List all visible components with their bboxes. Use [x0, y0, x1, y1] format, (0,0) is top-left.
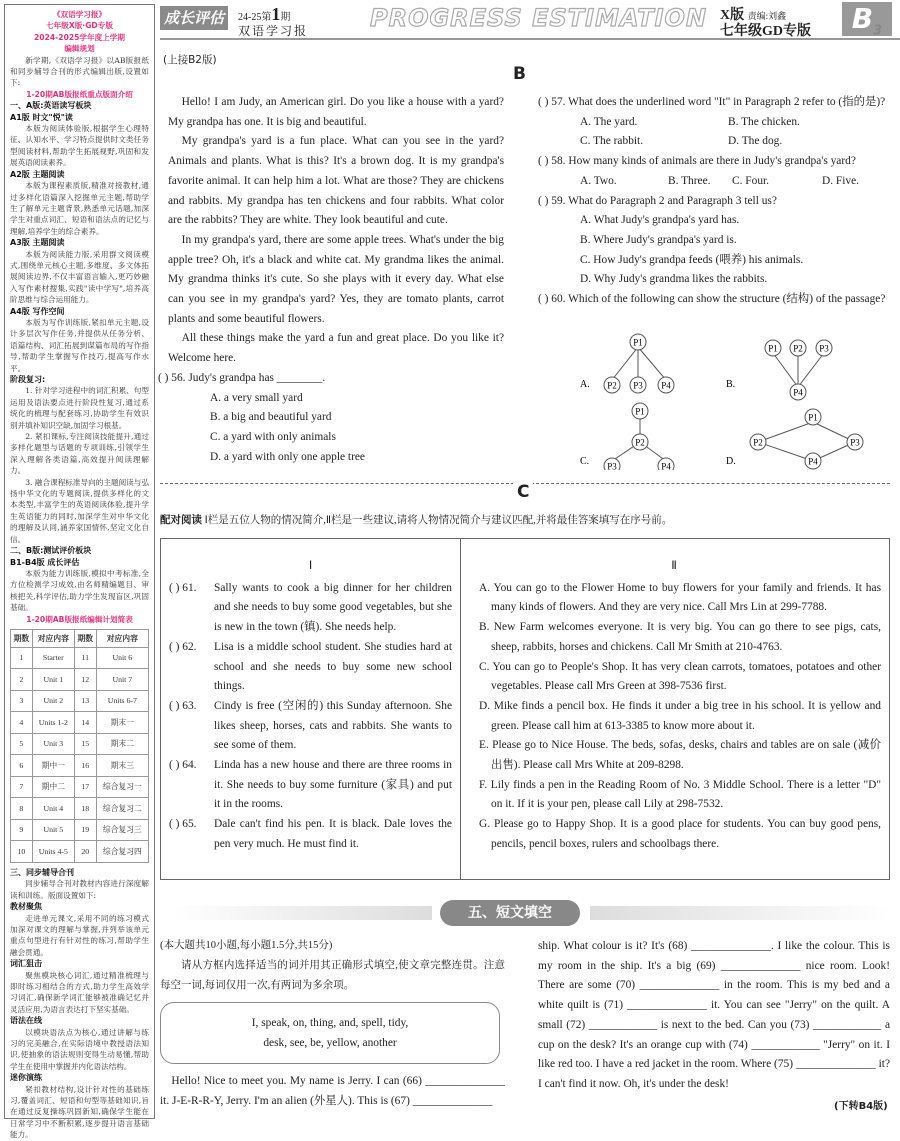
paragraph: My grandpa's yard is a fun place. What can you see in the yard? Animals and plants. What is this? It's a brown dog. It is my grandpa's favorite animal. It can help him a lot. What are those? They are chickens and rabbits. My grandpa has ten chickens and four rabbits. What color are the rabbits? They are white. They look beautiful and cute. — [168, 135, 504, 227]
advice-item: D. Mike finds a pencil box. He finds it under a big tree in his school. It is yellow and green. Please call him at 613-3385 to know more about it. — [479, 699, 881, 732]
page-badge — [842, 2, 892, 39]
section-text: 聚焦模块核心词汇,通过精准梳理与即时练习相结合的方式,助力学生高效学习词汇,确保新学词汇能够被准确记忆并灵活应用,为语言表达打下坚实基础。 — [10, 970, 149, 1014]
option[interactable]: D. Why Judy's grandma likes the rabbits. — [580, 273, 768, 286]
node-label: P1 — [633, 337, 643, 348]
table-header: 对应内容 — [96, 629, 148, 647]
column-header: Ⅰ — [308, 560, 313, 572]
matching-instruction — [160, 512, 672, 527]
option-d-label[interactable]: D. — [726, 456, 736, 467]
table-cell: Unit 2 — [32, 690, 74, 712]
section-text: 走进单元课文,采用不同的练习模式加深对课文的理解与掌握,并列举该单元重点句型进行有针对性的练习,帮助学生融会贯通。 — [10, 913, 149, 957]
option[interactable]: D. Five. — [822, 174, 860, 187]
title-line: 《双语学习报》 — [52, 10, 107, 19]
section-c-letter: C — [513, 482, 533, 502]
option[interactable]: A. Two. — [580, 174, 617, 187]
advice-item: G. Please go to Happy Shop. It is a good place for students. You can buy good pens, pencils, pencil boxes, rulers and schoolbags there. — [479, 818, 881, 850]
column-advice — [461, 539, 891, 879]
option-c-label[interactable]: C. — [580, 456, 590, 467]
issue-prefix: 24-25第 — [238, 12, 272, 23]
table-cell: 综合复习三 — [96, 819, 148, 841]
page-number: 3 — [873, 23, 883, 39]
banner-line-right — [590, 906, 890, 920]
option[interactable]: A. a very small yard — [210, 391, 303, 404]
node-label: P4 — [661, 461, 671, 470]
question-text: ( ) 57. What does the underlined word "It" in Paragraph 2 refer to (指的是)? — [538, 96, 886, 108]
table-cell: 2 — [11, 669, 33, 691]
section-heading: 二、B版:测试评价板块 — [10, 546, 92, 556]
node-label: P3 — [633, 380, 643, 391]
node-label: P4 — [808, 456, 818, 467]
person-item — [169, 697, 452, 756]
issue-suffix: 期 — [280, 12, 291, 23]
instruction-text: 请从方框内选择适当的词并用其正确形式填空,使文章完整连贯。注意每空一词,每词仅用一次,有两词为多余项。 — [160, 960, 505, 991]
matching-table — [160, 538, 890, 880]
node-label: P2 — [635, 437, 645, 448]
table-row — [11, 647, 149, 669]
table-row — [11, 755, 149, 777]
table-cell: 期中一 — [32, 755, 74, 777]
options-row — [538, 113, 890, 133]
table-cell: 10 — [11, 841, 33, 863]
section-b-letter: B — [513, 64, 526, 84]
table-cell: 期末一 — [96, 712, 148, 734]
table-row — [11, 798, 149, 820]
sidebar-intro: 新学期,《双语学习报》以AB版报纸和同步辅导合刊的形式编辑出版,设置如下: — [10, 55, 149, 88]
page-letter: B — [851, 2, 874, 35]
editor: 责编:刘鑫 — [747, 11, 787, 21]
answer-blank[interactable]: ( ) 63. — [169, 699, 197, 712]
column-logo: 成长评估 — [160, 6, 228, 30]
table-cell: 12 — [74, 669, 96, 691]
table-cell: 16 — [74, 755, 96, 777]
question-text: ( ) 58. How many kinds of animals are there in Judy's grandpa's yard? — [538, 155, 856, 168]
section-text: 2. 紧扣课标,专注阅读技能提升,通过多样化题型与话题的专项训练,引领学生深入理解各类语篇,高效提升阅读理解力。 — [10, 432, 149, 476]
section-heading: 教材聚焦 — [10, 902, 42, 912]
section-heading: A2版 主题阅读 — [10, 169, 65, 179]
option[interactable]: B. a big and beautiful yard — [210, 411, 332, 424]
table-cell: Unit 5 — [32, 819, 74, 841]
person-text: Linda has a new house and there are three rooms in it. She needs to buy some furniture (家具) and put it in the rooms. — [214, 759, 452, 811]
table-cell: 综合复习四 — [96, 841, 148, 863]
section-text: 以模块语法点为核心,通过讲解与练习的完美融合,在实际语境中教授语法知识,使抽象的语法规则变得生动易懂,帮助学生在使用中掌握并内化语法结构。 — [10, 1027, 149, 1071]
paragraph: All these things make the yard a fun and great place. Do you like it? Welcome here. — [168, 332, 504, 365]
section-text: 本版为课程素质版,精准对接教材,通过多样化语篇深入挖掘单元主题,帮助学生了解单元主题背景,熟悉单元话题,加深学生对重点词汇、短语和语法点的记忆与理解,培养学生的综合素养。 — [10, 181, 149, 236]
option-b-label[interactable]: B. — [726, 379, 736, 390]
question-text: ( ) 59. What do Paragraph 2 and Paragraph 3 tell us? — [538, 194, 777, 207]
option[interactable]: C. The rabbit. — [580, 135, 644, 148]
node-label: P1 — [808, 412, 818, 423]
table-cell: Unit 3 — [32, 733, 74, 755]
table-row — [11, 669, 149, 691]
table-cell: Units 4-5 — [32, 841, 74, 863]
person-item — [169, 579, 452, 638]
table-cell: 期中二 — [32, 776, 74, 798]
word-list: I, speak, on, thing, and, spell, tidy, — [251, 1017, 409, 1029]
person-item — [169, 756, 452, 815]
questions-b — [538, 93, 890, 310]
table-cell: 17 — [74, 776, 96, 798]
table-cell: Units 1-2 — [32, 712, 74, 734]
section-heading: A1版 时文"悦"读 — [10, 112, 73, 122]
advice-item: E. Please go to Nice House. The beds, sofas, desks, chairs and tables are on sale (减价出售). Please call Mrs White at 209-8298. — [479, 739, 881, 772]
section-heading: 语法在线 — [10, 1016, 42, 1026]
section-heading: 阶段复习: — [10, 375, 46, 384]
column-people — [161, 539, 461, 879]
structure-diagrams — [580, 325, 890, 470]
option-a-label[interactable]: A. — [580, 379, 590, 390]
section-heading: 一、A版:英语读写板块 — [10, 101, 92, 111]
person-text: Dale can't find his pen. It is black. Dale loves the pen very much. He must find it. — [214, 818, 452, 850]
section-heading: A3版 主题阅读 — [10, 238, 65, 248]
table-cell: 期末二 — [96, 733, 148, 755]
option[interactable]: A. The yard. — [580, 115, 638, 128]
option[interactable]: C. a yard with only animals — [210, 430, 336, 443]
option[interactable]: B. Where Judy's grandpa's yard is. — [580, 233, 737, 246]
table-row — [11, 712, 149, 734]
header-banner: PROGRESS ESTIMATION — [370, 4, 708, 32]
answer-blank[interactable]: ( ) 61. — [169, 581, 197, 594]
section-text: 3. 融合课程标准导向的主题阅读与弘扬中华文化的专题阅读,提供多样化的文本类型,丰富学生的英语阅读体验,提升学生英语能力的同时,加深学生对中华文化的理解及认同,涵养家国情怀,坚定文化自信。 — [10, 477, 149, 544]
node-label: P4 — [661, 380, 671, 391]
table-row — [11, 819, 149, 841]
continued-from: (上接B2版) — [163, 54, 217, 66]
table-cell: 18 — [74, 798, 96, 820]
option[interactable]: D. a yard with only one apple tree — [210, 450, 365, 463]
option[interactable]: D. The dog. — [728, 135, 783, 148]
answer-blank[interactable]: ( ) 62. — [169, 640, 197, 653]
node-label: P2 — [753, 437, 763, 448]
person-item — [169, 815, 452, 854]
grade: 七年级GD专版 — [720, 24, 811, 39]
table-cell: 6 — [11, 755, 33, 777]
instruction-text: Ⅰ栏是五位人物的情况简介,Ⅱ栏是一些建议,请将人物情况简介与建议匹配,并将最佳答案填写在序号前。 — [204, 515, 673, 526]
plan-table — [10, 629, 149, 863]
table-cell: 3 — [11, 690, 33, 712]
option[interactable]: C. How Judy's grandpa feeds (喂养) his animals. — [580, 253, 804, 266]
node-label: P2 — [793, 343, 803, 354]
table-cell: 期末三 — [96, 755, 148, 777]
person-text: Cindy is free (空闲的) this Sunday afternoon. She likes sheep, horses, cats and rabbits. She wants to see some of them. — [214, 699, 452, 752]
table-cell: 11 — [74, 647, 96, 669]
table-cell: 4 — [11, 712, 33, 734]
section-text: 1. 针对学习进程中的词汇积累、句型运用及语法要点进行阶段性复习,通过系统化的梳理与配套练习,协助学生有效识别并填补知识空缺,加固学习根基。 — [10, 386, 149, 430]
banner-line-left — [172, 906, 432, 920]
section-5-title: 五、短文填空 — [440, 900, 580, 926]
table-title: 1-20期AB版报纸编辑计划简表 — [26, 614, 133, 624]
section-heading: A4版 写作空间 — [10, 306, 65, 316]
table-cell: 8 — [11, 798, 33, 820]
section-text: 本版为阅读体验版,根据学生心理特征、认知水平、学习特点提供时文类任务型阅读材料,帮助学生拓展视野,巩固和发展英语阅读素养。 — [10, 124, 149, 168]
node-label: P1 — [635, 406, 645, 417]
continued-to: (下转B4版) — [834, 1101, 888, 1112]
table-cell: Unit 7 — [96, 669, 148, 691]
option[interactable]: B. Three. — [668, 174, 711, 187]
table-cell: 1 — [11, 647, 33, 669]
node-label: P3 — [850, 437, 860, 448]
table-row — [11, 733, 149, 755]
advice-item: F. Lily finds a pen in the Reading Room of No. 3 Middle School. There is a letter "D" on it. If it is your pen, please call Lily at 298-7532. — [479, 778, 881, 811]
table-header: 对应内容 — [32, 629, 74, 647]
advice-item: C. You can go to People's Shop. It has very clean carrots, tomatoes, potatoes and other vegetables. Please call Mrs Green at 398-7536 first. — [479, 660, 881, 693]
instruction-label: 配对阅读 — [160, 514, 202, 526]
node-label: P3 — [607, 461, 617, 470]
section-text: 本版为能力训练版,模拟中考标准,全方位检测学习成效,由名师精编题目、审核把关,科学评估,助力学生发现盲区,巩固基础。 — [10, 568, 149, 613]
table-cell: 13 — [74, 690, 96, 712]
option[interactable]: B. The chicken. — [728, 115, 800, 128]
word-box — [160, 1002, 500, 1064]
table-cell: Units 6-7 — [96, 690, 148, 712]
editorial-plan-sidebar — [4, 4, 155, 1140]
node-label: P3 — [819, 343, 829, 354]
node-label: P2 — [607, 380, 617, 391]
table-header: 期数 — [74, 629, 96, 647]
question-text: ( ) 60. Which of the following can show the structure (结构) of the passage? — [538, 293, 886, 306]
page-header — [160, 0, 900, 40]
section-heading: B1-B4版 成长评估 — [10, 557, 80, 567]
person-text: Lisa is a middle school student. She studies hard at school and she needs to buy some new school things. — [214, 640, 452, 693]
word-list: desk, see, be, yellow, another — [263, 1037, 397, 1049]
table-cell: 15 — [74, 733, 96, 755]
issue-no: 1 — [271, 4, 281, 24]
section-text: 同步辅导合刊对教材内容进行深度解读和训练。版面设置如下: — [10, 879, 149, 900]
plan-title: 1-20期AB版报纸重点版面介绍 — [26, 89, 133, 99]
question-56 — [158, 369, 504, 468]
section-heading: 迷你演练 — [10, 1073, 42, 1083]
table-row — [11, 776, 149, 798]
title-line: 2024-2025学年度上学期 — [34, 32, 125, 42]
sidebar-title — [10, 9, 149, 55]
section-heading: 三、同步辅导合刊 — [10, 867, 74, 877]
table-row — [11, 690, 149, 712]
score-note: (本大题共10小题,每小题1.5分,共15分) — [160, 940, 333, 951]
table-cell: 14 — [74, 712, 96, 734]
table-cell: Unit 6 — [96, 647, 148, 669]
table-cell: Starter — [32, 647, 74, 669]
edition-label: X版 — [720, 8, 745, 23]
table-cell: 综合复习一 — [96, 776, 148, 798]
paragraph: Hello! I am Judy, an American girl. Do you like a house with a yard? My grandpa has one. It is big and beautiful. — [168, 96, 504, 128]
node-label: P4 — [793, 387, 803, 398]
table-cell: Unit 4 — [32, 798, 74, 820]
table-header: 期数 — [11, 629, 33, 647]
section-5-instructions — [160, 936, 505, 996]
node-label: P1 — [768, 343, 778, 354]
diagram-edges — [612, 347, 855, 461]
table-cell: 综合复习二 — [96, 798, 148, 820]
option[interactable]: C. Four. — [732, 174, 770, 187]
title-line: 七年级X版·GD专版 — [46, 21, 113, 31]
column-header: Ⅱ — [671, 560, 677, 572]
answer-blank[interactable]: ( ) 64. — [169, 759, 197, 772]
section-text: 本版为阅读能力版,采用群文阅读模式,围绕单元核心主题,多维度、多文体拓展阅读边界,不仅丰富语言输入,更巧妙融入写作素材搜集,实践"读中学写",培养高阶思维与综合运用能力。 — [10, 249, 149, 305]
section-text: 本版为写作训练版,紧扣单元主题,设计多层次写作任务,并提供从任务分析、语篇结构、词汇拓展到谋篇布局的写作指导,帮助学生掌握写作技巧,提高写作水平。 — [10, 317, 149, 373]
table-cell: 20 — [74, 841, 96, 863]
answer-blank[interactable]: ( ) 65. — [169, 818, 197, 831]
cloze-passage-left: Hello! Nice to meet you. My name is Jerry. I can (66) ______________ it. J-E-R-R-Y, Jerry. I'm an alien (外星人). This is (67) ______________ — [160, 1075, 505, 1107]
person-item — [169, 638, 452, 697]
section-text: 紧扣教材结构,设计针对性的基础练习,覆盖词汇、短语和句型等基础知识,旨在通过反复操练巩固新知,确保学生能在日常学习中不断积累,逐步提升语言基础能力。 — [10, 1084, 149, 1140]
passage-b — [158, 93, 504, 467]
table-row — [11, 841, 149, 863]
paper-name: 双语学习报 — [238, 24, 309, 38]
question-text: ( ) 56. Judy's grandpa has ________. — [158, 371, 326, 384]
person-text: Sally wants to cook a big dinner for her children and she needs to buy some good vegetables, but she is new in the town (镇). She needs help. — [214, 581, 452, 634]
table-cell: 5 — [11, 733, 33, 755]
option[interactable]: A. What Judy's grandpa's yard has. — [580, 214, 740, 227]
section-heading: 词汇狙击 — [10, 959, 42, 969]
title-line: 编辑规划 — [64, 44, 95, 54]
table-cell: Unit 1 — [32, 669, 74, 691]
advice-item: A. You can go to the Flower Home to buy flowers for your family and friends. It has many kinds of flowers. And they are very nice. Call Mrs Lin at 299-7788. — [479, 581, 881, 614]
table-cell: 19 — [74, 819, 96, 841]
options-row — [538, 132, 890, 152]
cloze-passage-right: ship. What colour is it? It's (68) ______________. I like the colour. This is my room in the ship. It's a big (69) ______________ nice room. Look! There are some (70) ______________ in the room. This is my bed and a white quilt is (71) ______________ it. You can see "Jerry" on the quilt. A small (72) ____________ is next to the bed. Can you (73) ____________ a cup on the desk? It's an orange cup with (74) ____________ "Jerry" on it. I like red too. I have a red jacket in the room. Where (75) ______________ it? I can't find it now. Oh, it's under the desk! — [538, 940, 890, 1090]
options-row — [538, 172, 890, 192]
paragraph: In my grandpa's yard, there are some apple trees. What's under the big apple tree? Oh, it's a black and white cat. My grandma likes the animal. My grandma thinks it's cute. So she plays with it every day. What else can you see in my grandpa's yard? Yes, they are tomato plants, carrot plants and some beautiful flowers. — [168, 233, 504, 325]
table-cell: 9 — [11, 819, 33, 841]
table-cell: 7 — [11, 776, 33, 798]
advice-item: B. New Farm welcomes everyone. It is very big. You can go there to see pigs, cats, sheep, rabbits, horses and chickens. Call Mr Smith at 210-4763. — [479, 621, 881, 653]
